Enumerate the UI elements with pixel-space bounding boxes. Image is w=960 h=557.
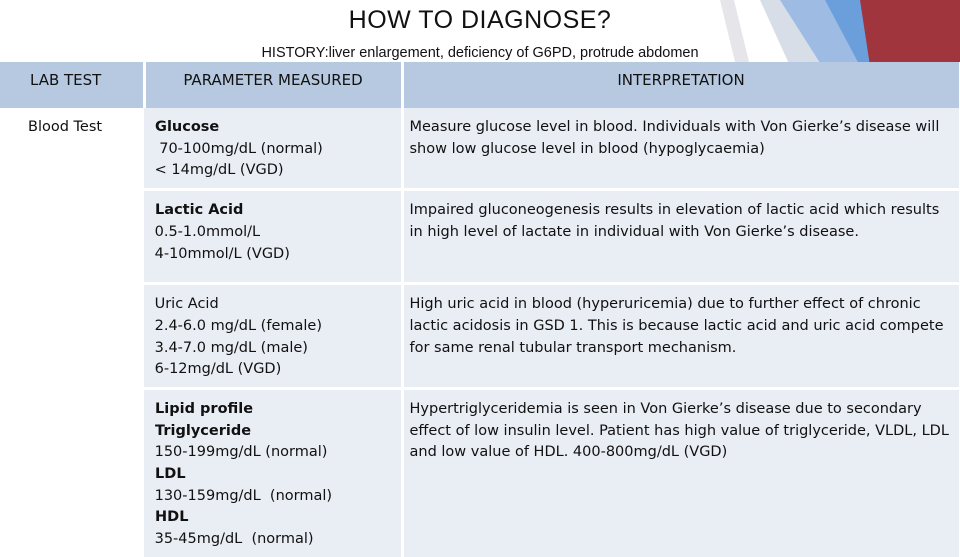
parameter-line: 6-12mg/dL (VGD) — [150, 361, 282, 378]
parameter-line: 3.4-7.0 mg/dL (male) — [150, 339, 308, 356]
page-subtitle: HISTORY:liver enlargement, deficiency of G6PD, protrude abdomen — [261, 45, 699, 61]
parameter-line: 2.4-6.0 mg/dL (female) — [150, 317, 322, 334]
parameter-line: 4-10mmol/L (VGD) — [150, 245, 290, 262]
parameter-line: 70-100mg/dL (normal) — [150, 140, 323, 157]
parameter-subname: Triglyceride — [150, 422, 252, 439]
table-row — [0, 284, 960, 389]
parameter-name: Lipid profile — [150, 400, 254, 417]
interpretation-cell: High uric acid in blood (hyperuricemia) due to further effect of chronic lactic acidosis in GSD 1. This is because lactic acid and uric acid compete for same renal tubular transport mechanism. — [402, 284, 960, 389]
lab-test-cell: Blood Test — [28, 119, 103, 135]
interpretation-cell: Impaired gluconeogenesis results in elevation of lactic acid which results in high level of lactate in individual with Von Gierke’s disease. — [402, 190, 960, 284]
diagnosis-table — [0, 62, 960, 557]
page-title: HOW TO DIAGNOSE? — [348, 6, 612, 34]
header-lab-test: LAB TEST — [0, 62, 144, 108]
header-parameter-measured: PARAMETER MEASURED — [144, 62, 402, 108]
parameter-name: Glucose — [150, 119, 220, 135]
parameter-cell — [144, 190, 402, 284]
parameter-line: 35-45mg/dL (normal) — [150, 531, 314, 548]
table-header-row — [0, 62, 960, 108]
parameter-subname: HDL — [150, 509, 189, 526]
table-row — [0, 388, 960, 556]
parameter-subname: LDL — [150, 466, 186, 483]
parameter-line: 0.5-1.0mmol/L — [150, 223, 261, 240]
parameter-cell — [144, 388, 402, 556]
parameter-line: < 14mg/dL (VGD) — [150, 162, 284, 179]
table-row — [0, 108, 960, 190]
header-interpretation: INTERPRETATION — [402, 62, 960, 108]
parameter-cell — [144, 108, 402, 190]
parameter-cell — [144, 284, 402, 389]
parameter-line: 150-199mg/dL (normal) — [150, 444, 328, 461]
parameter-name: Lactic Acid — [150, 202, 244, 219]
parameter-name: Uric Acid — [150, 296, 219, 313]
interpretation-cell: Hypertriglyceridemia is seen in Von Gierke’s disease due to secondary effect of low insulin level. Patient has high value of triglyceride, VLDL, LDL and low value of HDL. 400-800mg/dL (VGD) — [402, 388, 960, 556]
interpretation-cell: Measure glucose level in blood. Individuals with Von Gierke’s disease will show low glucose level in blood (hypoglycaemia) — [402, 108, 960, 190]
parameter-line: 130-159mg/dL (normal) — [150, 487, 333, 504]
table-row — [0, 190, 960, 284]
